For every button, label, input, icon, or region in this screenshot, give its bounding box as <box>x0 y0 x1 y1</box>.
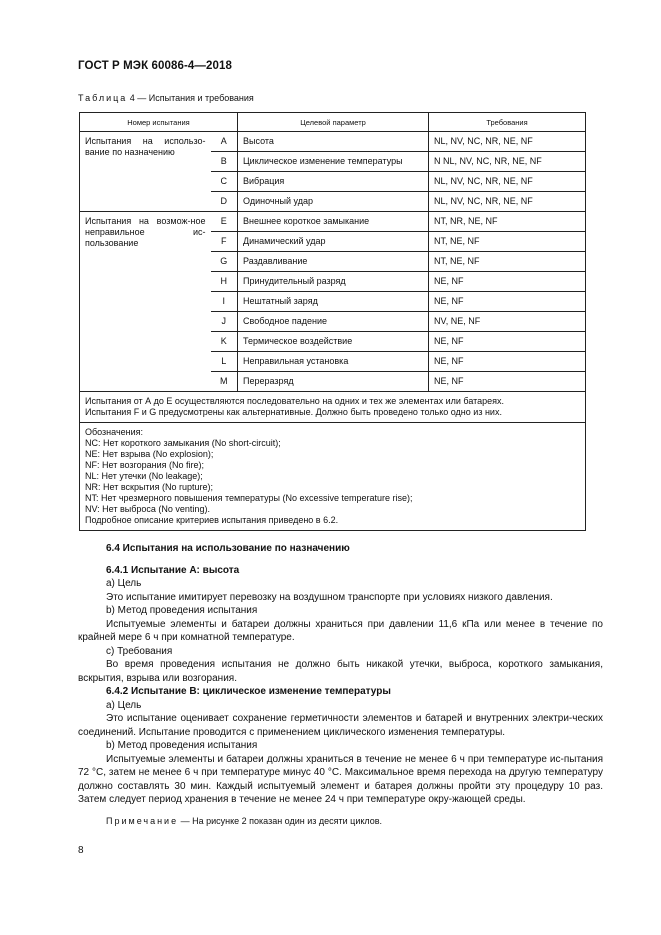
row-parameter: Свободное падение <box>238 312 429 332</box>
section-heading-6-4: 6.4 Испытания на использование по назначению <box>106 543 350 554</box>
row-requirements: NE, NF <box>429 332 586 352</box>
note-label: Примечание <box>106 815 179 826</box>
table-legend-row <box>80 423 586 531</box>
paragraph: Это испытание оценивает сохранение герметичности элементов и батарей и внутренних электри-ческих соединений. Испытание проводится с применением циклического изменения температуры. <box>78 713 603 738</box>
row-parameter: Вибрация <box>238 172 429 192</box>
paragraph: Испытуемые элементы и батареи должны храниться в течение не менее 6 ч при температуре ис-пытания 72 °С, затем не менее 6 ч при температуре минус 40 °С. Максимальное время перехода на другую температуру должно составлять 30 мин. Каждый испытуемый элемент и батарея должны пройти эту процедуру 10 раз. Затем следует период хранения в течение не менее 24 ч при температуре окру-жающей среды. <box>78 753 603 805</box>
legend-line: NR: Нет вскрытия (No rupture); <box>85 482 213 492</box>
row-parameter: Переразряд <box>238 372 429 392</box>
header-target-parameter: Целевой параметр <box>238 113 429 132</box>
table-legend <box>80 423 586 531</box>
row-code: C <box>211 172 238 192</box>
row-parameter: Динамический удар <box>238 232 429 252</box>
standard-header: ГОСТ Р МЭК 60086-4—2018 <box>78 60 232 72</box>
paragraph: Испытуемые элементы и батареи должны храниться при давлении 11,6 кПа или менее в течение по крайней мере 6 ч при комнатной температуре. <box>78 618 603 643</box>
row-parameter: Неправильная установка <box>238 352 429 372</box>
section-heading-6-4-1: 6.4.1 Испытание А: высота <box>106 564 240 576</box>
table-header-row <box>80 113 586 132</box>
row-parameter: Одиночный удар <box>238 192 429 212</box>
table-caption-title: 4 — Испытания и требования <box>127 93 254 103</box>
subheading-goal: а) Цель <box>106 699 142 711</box>
header-test-number: Номер испытания <box>80 113 238 132</box>
row-code: E <box>211 212 238 232</box>
section-heading-6-4-2: 6.4.2 Испытание В: циклическое изменение температуры <box>106 686 391 697</box>
paragraph: Во время проведения испытания не должно быть никакой утечки, выброса, короткого замыкания, вскрытия, взрыва или возгорания. <box>78 659 603 684</box>
row-code: F <box>211 232 238 252</box>
row-code: M <box>211 372 238 392</box>
note <box>78 815 603 829</box>
row-requirements: NL, NV, NC, NR, NE, NF <box>429 132 586 152</box>
row-requirements: NT, NE, NF <box>429 252 586 272</box>
row-requirements: NL, NV, NC, NR, NE, NF <box>429 192 586 212</box>
row-code: B <box>211 152 238 172</box>
row-requirements: NT, NE, NF <box>429 232 586 252</box>
table-note-row <box>80 392 586 423</box>
legend-line: NL: Нет утечки (No leakage); <box>85 471 203 481</box>
row-requirements: NL, NV, NC, NR, NE, NF <box>429 172 586 192</box>
row-code: H <box>211 272 238 292</box>
table-caption-label: Таблица <box>78 93 128 103</box>
subheading-method: b) Метод проведения испытания <box>106 740 258 751</box>
paragraph: Это испытание имитирует перевозку на воздушном транспорте при условиях низкого давления. <box>106 591 553 603</box>
legend-line: NT: Нет чрезмерного повышения температуры (No excessive temperature rise); <box>85 493 413 503</box>
legend-line: Обозначения: <box>85 427 144 437</box>
row-parameter: Внешнее короткое замыкание <box>238 212 429 232</box>
row-code: D <box>211 192 238 212</box>
row-code: J <box>211 312 238 332</box>
legend-line: NF: Нет возгорания (No fire); <box>85 460 205 470</box>
row-requirements: NV, NE, NF <box>429 312 586 332</box>
row-parameter: Термическое воздействие <box>238 332 429 352</box>
table-note <box>80 392 586 423</box>
table-note-line: Испытания F и G предусмотрены как альтернативные. Должно быть проведено только одно из них. <box>85 407 502 417</box>
row-parameter: Раздавливание <box>238 252 429 272</box>
row-code: A <box>211 132 238 152</box>
row-parameter: Нештатный заряд <box>238 292 429 312</box>
row-requirements: NE, NF <box>429 352 586 372</box>
body-text <box>78 542 603 828</box>
table-caption <box>78 93 254 103</box>
legend-line: NC: Нет короткого замыкания (No short-circuit); <box>85 438 281 448</box>
row-parameter: Принудительный разряд <box>238 272 429 292</box>
header-requirements: Требования <box>429 113 586 132</box>
row-parameter: Высота <box>238 132 429 152</box>
row-code: I <box>211 292 238 312</box>
subheading-requirements: с) Требования <box>106 645 173 657</box>
row-code: G <box>211 252 238 272</box>
row-requirements: NT, NR, NE, NF <box>429 212 586 232</box>
table-note-line: Испытания от А до Е осуществляются последовательно на одних и тех же элементах или батареях. <box>85 396 505 406</box>
row-requirements: NE, NF <box>429 292 586 312</box>
row-code: K <box>211 332 238 352</box>
group-misuse: Испытания на возмож-ное неправильное ис-пользование <box>80 212 211 392</box>
legend-line: NE: Нет взрыва (No explosion); <box>85 449 214 459</box>
row-requirements: N NL, NV, NC, NR, NE, NF <box>429 152 586 172</box>
tests-table <box>79 112 586 531</box>
legend-line: NV: Нет выброса (No venting). <box>85 504 210 514</box>
subheading-method: b) Метод проведения испытания <box>106 605 258 616</box>
row-requirements: NE, NF <box>429 272 586 292</box>
group-intended-use: Испытания на использо-вание по назначению <box>80 132 211 212</box>
table-row <box>80 132 586 152</box>
legend-line: Подробное описание критериев испытания приведено в 6.2. <box>85 515 339 525</box>
row-parameter: Циклическое изменение температуры <box>238 152 429 172</box>
page-number: 8 <box>78 845 84 856</box>
note-text: — На рисунке 2 показан один из десяти циклов. <box>178 815 383 826</box>
subheading-goal: а) Цель <box>106 578 142 589</box>
row-requirements: NE, NF <box>429 372 586 392</box>
table-row <box>80 212 586 232</box>
row-code: L <box>211 352 238 372</box>
